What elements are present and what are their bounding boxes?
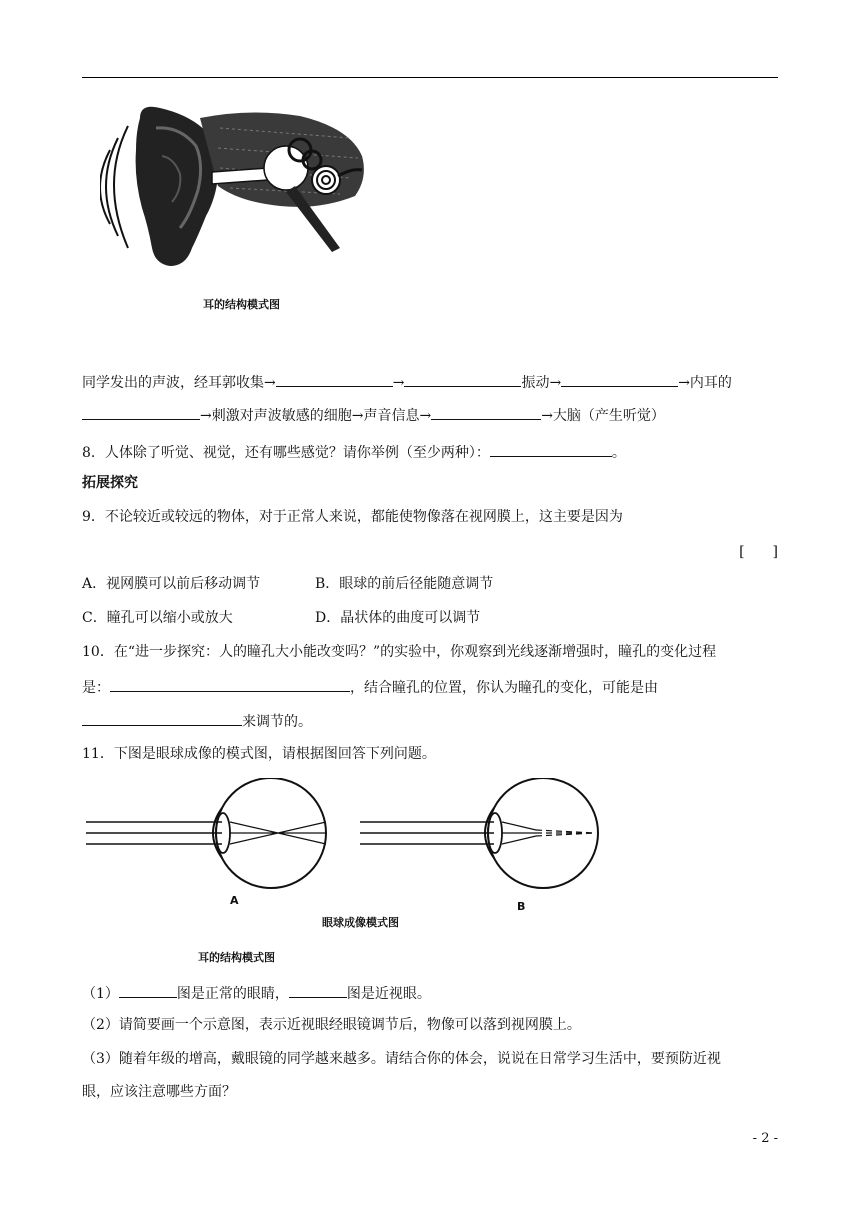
- q10-line2: [82, 676, 658, 698]
- q10-blank-2[interactable]: [82, 710, 242, 726]
- q7-stimulate: →刺激对声波敏感的细胞→声音信息→: [200, 408, 432, 424]
- eye-b: [360, 778, 598, 888]
- q11-sub1-end: 图是近视眼。: [346, 986, 431, 1002]
- q10-blank-1[interactable]: [110, 676, 350, 692]
- q7-brain: →大脑（产生听觉）: [541, 408, 665, 424]
- q10-prefix: 是：: [82, 680, 110, 696]
- q9-option-a: A．视网膜可以前后移动调节: [82, 576, 261, 592]
- eye-label-b: B: [517, 900, 526, 913]
- q7-blank-2[interactable]: [404, 371, 521, 387]
- q7-blank-5[interactable]: [431, 404, 541, 420]
- q11-sub1-prefix: （1）: [82, 986, 119, 1002]
- page-number: - 2 -: [752, 1131, 778, 1146]
- q9-stem: 9．不论较近或较远的物体，对于正常人来说，都能使物像落在视网膜上，这主要是因为: [82, 509, 623, 525]
- q7-inner-ear: →内耳的: [678, 375, 732, 391]
- eye-diagram: [86, 778, 646, 958]
- q10-mid: ，结合瞳孔的位置，你认为瞳孔的变化，可能是由: [350, 680, 658, 696]
- q11-sub1-mid: 图是正常的眼睛，: [176, 986, 289, 1002]
- header-rule: [82, 77, 778, 78]
- q9-option-c: C．瞳孔可以缩小或放大: [82, 610, 233, 626]
- q11-sub3-line1: （3）随着年级的增高，戴眼镜的同学越来越多。请结合你的体会，说说在日常学习生活中，要预防近视: [82, 1051, 721, 1067]
- q8-text: 8．人体除了听觉、视觉，还有哪些感觉？请你举例（至少两种）：: [82, 445, 490, 461]
- q11-sub1: [82, 982, 431, 1004]
- q9-answer-bracket[interactable]: [ ]: [739, 544, 778, 560]
- q11-sub2: （2）请简要画一个示意图，表示近视眼经眼镜调节后，物像可以落到视网膜上。: [82, 1017, 581, 1033]
- q9-option-b: B．眼球的前后径能随意调节: [315, 576, 494, 592]
- q11-blank-1[interactable]: [119, 982, 177, 998]
- q7-text-start: 同学发出的声波，经耳郭收集→: [82, 375, 276, 391]
- ear-figure-caption: 耳的结构模式图: [203, 298, 280, 311]
- q10-end: 来调节的。: [242, 714, 312, 730]
- q7-line2: [82, 404, 665, 426]
- q10-line1: 10．在“进一步探究：人的瞳孔大小能改变吗？”的实验中，你观察到光线逐渐增强时，瞳孔的变化过程: [82, 644, 717, 660]
- q10-line3: [82, 710, 312, 732]
- ear-diagram: [100, 98, 370, 273]
- q7-blank-4[interactable]: [82, 404, 200, 420]
- q8-blank[interactable]: [490, 441, 612, 457]
- q7-vibration: 振动→: [521, 375, 562, 391]
- q11-sub3-line2: 眼，应该注意哪些方面？: [82, 1084, 236, 1100]
- q7-line1: [82, 371, 732, 393]
- ear-caption-repeat: 耳的结构模式图: [198, 951, 275, 964]
- q7-arrow: →: [392, 375, 405, 391]
- eye-a: [86, 778, 326, 888]
- q7-blank-1[interactable]: [276, 371, 393, 387]
- q7-blank-3[interactable]: [561, 371, 678, 387]
- eye-figure-caption: 眼球成像模式图: [322, 916, 399, 929]
- q8-line: [82, 441, 626, 463]
- q11-stem: 11．下图是眼球成像的模式图，请根据图回答下列问题。: [82, 746, 436, 762]
- eye-label-a: A: [230, 894, 239, 907]
- section-heading: 拓展探究: [82, 475, 138, 491]
- q8-end: 。: [611, 445, 626, 461]
- q11-blank-2[interactable]: [289, 982, 347, 998]
- q9-option-d: D．晶状体的曲度可以调节: [315, 610, 481, 626]
